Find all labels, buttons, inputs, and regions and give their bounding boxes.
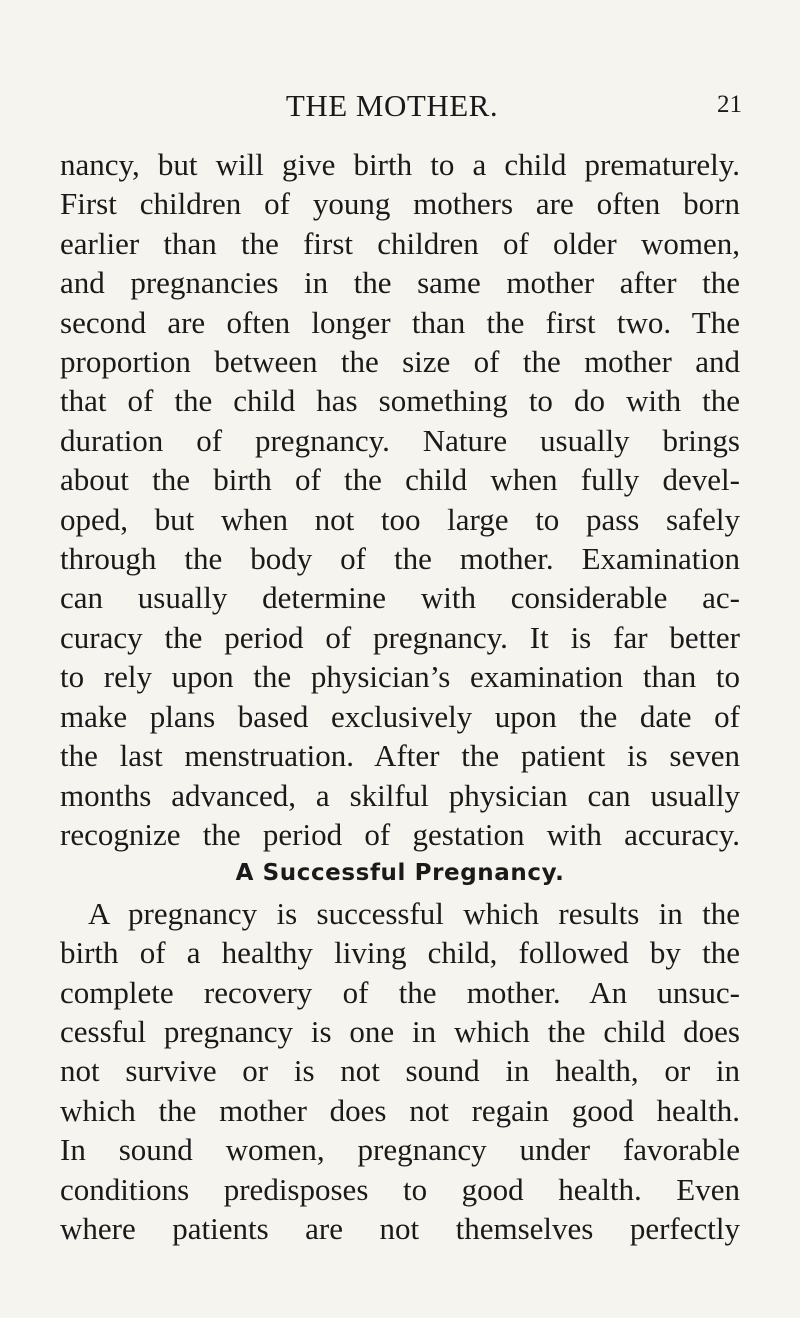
text-line: to rely upon the physician’s examination than to <box>60 659 740 695</box>
text-line: about the birth of the child when fully devel- <box>60 462 740 498</box>
section-heading: A Successful Pregnancy. <box>235 860 565 887</box>
text-line: cessful pregnancy is one in which the child does <box>60 1013 740 1049</box>
text-line: can usually determine with considerable ac- <box>60 580 740 616</box>
text-line: conditions predisposes to good health. Even <box>60 1171 740 1207</box>
text-line: In sound women, pregnancy under favorable <box>60 1132 740 1168</box>
text-line: which the mother does not regain good health. <box>60 1092 740 1128</box>
text-line: through the body of the mother. Examination <box>60 541 740 577</box>
text-line: make plans based exclusively upon the date of <box>60 698 740 734</box>
text-line: oped, but when not too large to pass safely <box>60 501 740 537</box>
body-text <box>60 145 740 1248</box>
text-line: months advanced, a skilful physician can usually <box>60 777 740 813</box>
text-line: the last menstruation. After the patient is seven <box>60 738 740 774</box>
text-line: second are often longer than the first two. The <box>60 304 740 340</box>
text-line: curacy the period of pregnancy. It is far better <box>60 619 740 655</box>
running-title: THE MOTHER. <box>285 88 499 123</box>
running-head <box>62 88 742 128</box>
text-line: nancy, but will give birth to a child prematurely. <box>60 147 740 182</box>
text-line: that of the child has something to do with the <box>60 383 740 419</box>
text-line: A pregnancy is successful which results in the <box>88 895 740 931</box>
text-line: First children of young mothers are often born <box>60 186 740 222</box>
text-line: complete recovery of the mother. An unsuc- <box>60 974 740 1010</box>
text-line: earlier than the first children of older women, <box>60 225 740 261</box>
text-line: and pregnancies in the same mother after the <box>60 265 740 301</box>
page-number: 21 <box>717 91 742 118</box>
text-line: duration of pregnancy. Nature usually brings <box>60 422 740 458</box>
text-line: proportion between the size of the mother and <box>60 344 740 380</box>
text-line: where patients are not themselves perfectly <box>60 1210 740 1246</box>
text-line: not survive or is not sound in health, or in <box>60 1053 740 1089</box>
text-line: birth of a healthy living child, followed by the <box>60 935 740 971</box>
text-line: recognize the period of gestation with accuracy. <box>60 816 740 852</box>
